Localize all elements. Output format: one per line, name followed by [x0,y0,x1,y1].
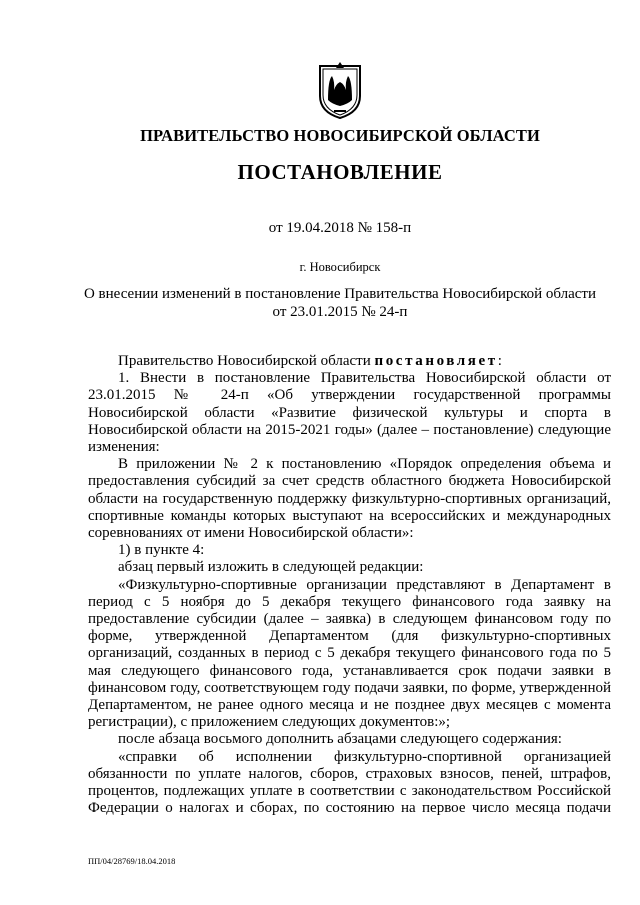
coat-of-arms-emblem [314,60,366,120]
document-body [88,353,611,817]
date-and-number: от 19.04.2018 № 158-п [268,220,412,236]
city-label: г. Новосибирск [299,260,381,274]
paragraph-1: 1. Внести в постановление Правительства Новосибирской области от 23.01.2015 № 24-п «Об утверждении государственной программы Новосибирской области «Развитие физической культуры и спорта в Новосибирской области на 2015-2021 годы» (далее – постановление) следующие изменения: [88,370,611,456]
paragraph-3: 1) в пункте 4: [118,542,205,559]
document-subject [0,286,640,321]
intro-resolves: постановляет [374,353,498,369]
document-code-footer: ПП/04/28769/18.04.2018 [88,856,176,866]
government-name: ПРАВИТЕЛЬСТВО НОВОСИБИРСКОЙ ОБЛАСТИ [140,126,540,145]
intro-prefix: Правительство Новосибирской области [118,353,375,369]
intro-suffix: : [497,353,502,369]
subject-line-1: О внесении изменений в постановление Правительства Новосибирской области [83,286,597,302]
document-type-title: ПОСТАНОВЛЕНИЕ [237,160,443,184]
intro-paragraph [88,353,611,370]
paragraph-5: «Физкультурно-спортивные организации представляют в Департамент в период с 5 ноября до 5 декабря текущего финансового года заявку на предоставление субсидии (далее – заявка) в следующем финансовом году по форме, утвержденной Департаментом (для физкультурно-спортивных организаций, созданных в период с 5 декабря текущего финансового года по 5 мая следующего финансового года, устанавливается срок подачи заявки в финансовом году, соответствующем году подачи заявки, по форме, утвержденной Департаментом, не ранее одного месяца и не позднее двух месяцев с момента регистрации), с приложением следующих документов:»; [88,576,611,731]
paragraph-4: абзац первый изложить в следующей редакции: [118,559,424,576]
paragraph-6: после абзаца восьмого дополнить абзацами следующего содержания: [118,731,562,748]
paragraph-7: «справки об исполнении физкультурно-спортивной организацией обязанности по уплате налогов, сборов, страховых взносов, пеней, штрафов, процентов, подлежащих уплате в соответствии с законодательством Российской Федерации о налогах и сборах, по состоянию на первое число месяца подачи [88,748,611,817]
paragraph-2: В приложении № 2 к постановлению «Порядок определения объема и предоставления субсидий за счет средств областного бюджета Новосибирской области на государственную поддержку физкультурно-спортивных организаций, спортивные команды которых выступают на всероссийских и международных соревнованиях от имени Новосибирской области»: [88,456,611,542]
subject-line-2: от 23.01.2015 № 24-п [272,303,408,320]
